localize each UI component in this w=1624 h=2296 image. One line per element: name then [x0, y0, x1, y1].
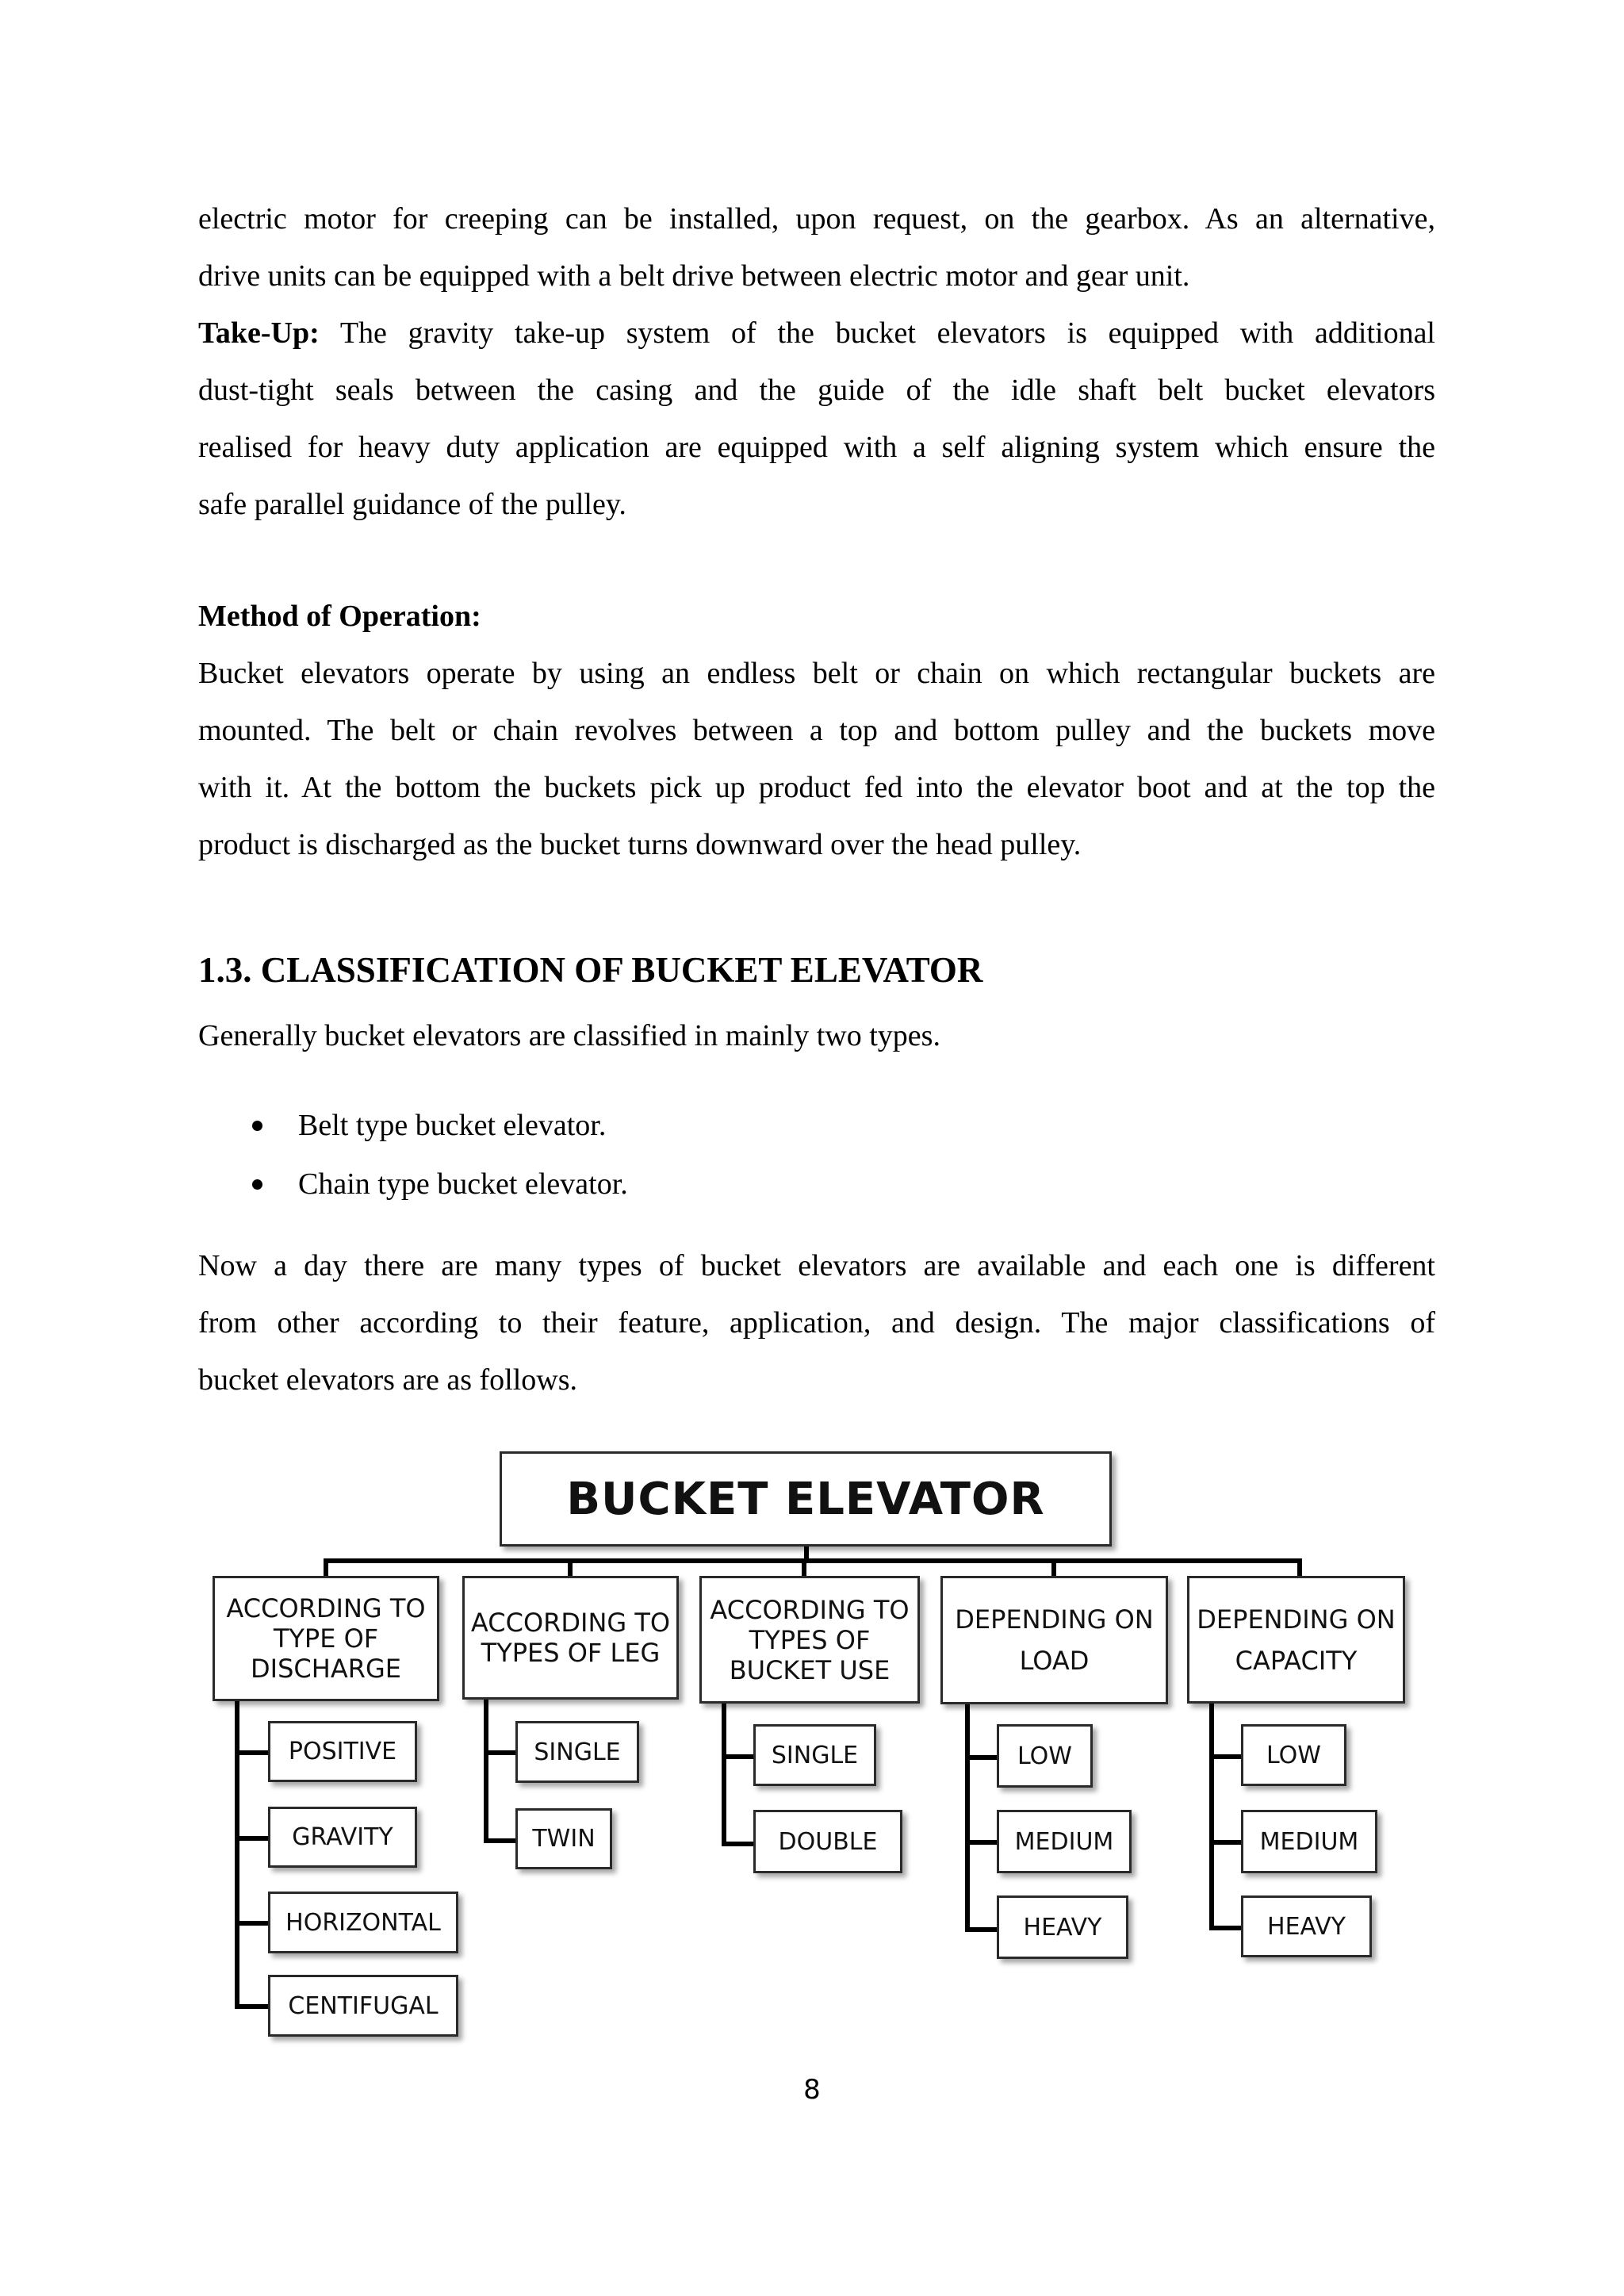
method-section	[198, 588, 1435, 873]
closing-line: from other according to their feature, application, and design. The major classifications of	[198, 1306, 1435, 1340]
leaf-node: SINGLE	[515, 1721, 639, 1783]
leaf-node: DOUBLE	[753, 1810, 902, 1873]
leaf-node: HEAVY	[997, 1895, 1128, 1959]
section-intro: Generally bucket elevators are classified in mainly two types.	[198, 1019, 940, 1052]
connector-branch	[484, 1750, 519, 1755]
connector-root	[804, 1547, 809, 1561]
connector-branch	[965, 1927, 1000, 1932]
closing-line: Now a day there are many types of bucket elevators are available and each one is different	[198, 1249, 1435, 1282]
intro-paragraph	[198, 190, 1435, 305]
type-list	[252, 1096, 628, 1213]
page-number: 8	[803, 2074, 821, 2106]
method-line: mounted. The belt or chain revolves between a top and bottom pulley and the buckets move	[198, 714, 1435, 747]
list-item	[252, 1096, 628, 1155]
leaf-node: POSITIVE	[268, 1721, 417, 1782]
takeup-label: Take-Up:	[198, 316, 320, 350]
leaf-node: SINGLE	[753, 1724, 876, 1786]
connector-spine	[235, 1700, 239, 2009]
intro-line: drive units can be equipped with a belt drive between electric motor and gear unit.	[198, 259, 1190, 293]
connector-drop	[1051, 1558, 1056, 1576]
list-item-text: Belt type bucket elevator.	[298, 1109, 607, 1142]
intro-line: electric motor for creeping can be installed, upon request, on the gearbox. As an alternative,	[198, 202, 1435, 236]
connector-drop	[324, 1558, 328, 1576]
connector-branch	[965, 1840, 1000, 1845]
leaf-node: GRAVITY	[268, 1807, 417, 1868]
category-node-capacity: DEPENDING ON CAPACITY	[1187, 1576, 1405, 1704]
connector-spine	[965, 1702, 970, 1932]
leaf-node: TWIN	[515, 1808, 612, 1869]
connector-branch	[722, 1842, 756, 1846]
connector-branch	[1209, 1840, 1244, 1845]
connector-branch	[235, 1836, 270, 1841]
connector-spine	[1209, 1702, 1214, 1930]
bullet-icon	[252, 1121, 262, 1131]
connector-spine	[484, 1700, 488, 1843]
takeup-line: safe parallel guidance of the pulley.	[198, 488, 626, 521]
connector-branch	[1209, 1926, 1244, 1930]
category-node-load: DEPENDING ON LOAD	[940, 1576, 1168, 1704]
section-heading: 1.3. CLASSIFICATION OF BUCKET ELEVATOR	[198, 950, 983, 990]
category-node-leg: ACCORDING TO TYPES OF LEG	[462, 1576, 679, 1700]
leaf-node: CENTIFUGAL	[268, 1975, 458, 2037]
leaf-node: MEDIUM	[997, 1810, 1132, 1873]
connector-branch	[965, 1755, 1000, 1760]
list-item	[252, 1155, 628, 1213]
category-node-bucket-use: ACCORDING TO TYPES OF BUCKET USE	[699, 1576, 920, 1704]
leaf-node: LOW	[1241, 1724, 1346, 1786]
leaf-node: HEAVY	[1241, 1895, 1372, 1957]
leaf-node: MEDIUM	[1241, 1810, 1377, 1873]
closing-paragraph	[198, 1237, 1435, 1409]
connector-bus	[325, 1558, 1301, 1563]
leaf-node: HORIZONTAL	[268, 1892, 458, 1953]
method-line: product is discharged as the bucket turns downward over the head pulley.	[198, 828, 1082, 861]
list-item-text: Chain type bucket elevator.	[298, 1167, 628, 1201]
connector-branch	[235, 1921, 270, 1926]
takeup-line: The gravity take-up system of the bucket elevators is equipped with additional	[339, 316, 1435, 350]
connector-branch	[235, 2004, 270, 2009]
bullet-icon	[252, 1179, 262, 1190]
closing-line: bucket elevators are as follows.	[198, 1363, 577, 1397]
takeup-first-line	[198, 305, 1435, 362]
category-node-discharge: ACCORDING TO TYPE OF DISCHARGE	[213, 1576, 439, 1701]
connector-drop	[1297, 1558, 1302, 1576]
takeup-line: realised for heavy duty application are equipped with a self aligning system which ensure the	[198, 431, 1435, 464]
connector-spine	[722, 1702, 726, 1846]
method-heading: Method of Operation:	[198, 600, 481, 633]
connector-branch	[235, 1750, 270, 1755]
connector-branch	[722, 1754, 756, 1759]
connector-branch	[1209, 1754, 1244, 1759]
takeup-line: dust-tight seals between the casing and the guide of the idle shaft belt bucket elevators	[198, 374, 1435, 407]
method-line: with it. At the bottom the buckets pick up product fed into the elevator boot and at the top the	[198, 771, 1435, 804]
connector-branch	[484, 1838, 519, 1843]
connector-drop	[802, 1558, 806, 1576]
connector-drop	[568, 1558, 573, 1576]
leaf-node: LOW	[997, 1724, 1093, 1788]
takeup-paragraph	[198, 305, 1435, 533]
root-node: BUCKET ELEVATOR	[500, 1451, 1112, 1547]
method-line: Bucket elevators operate by using an endless belt or chain on which rectangular buckets are	[198, 657, 1435, 690]
